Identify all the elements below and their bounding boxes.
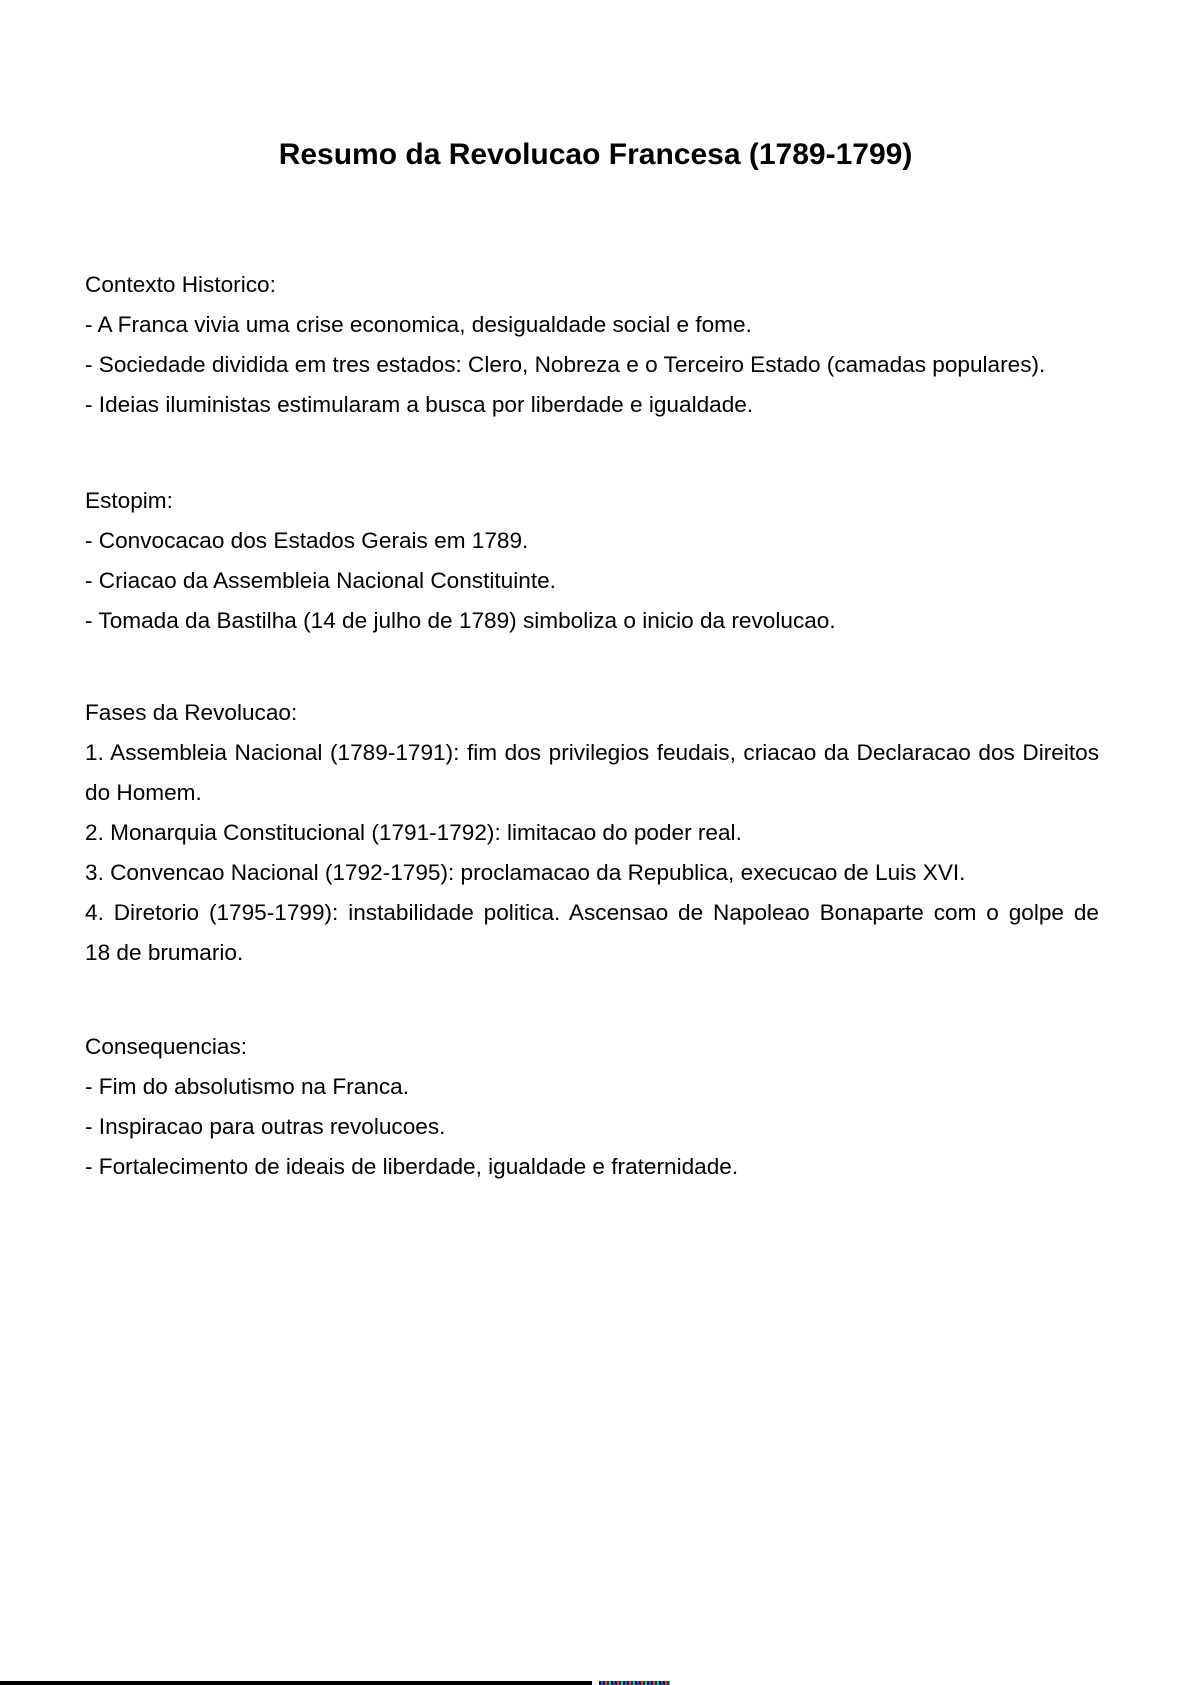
text-line: - Convocacao dos Estados Gerais em 1789. — [85, 528, 529, 553]
section-heading: Fases da Revolucao: — [85, 700, 298, 725]
document-title: Resumo da Revolucao Francesa (1789-1799) — [278, 138, 913, 171]
text-line: - Fortalecimento de ideais de liberdade, igualdade e fraternidade. — [85, 1154, 739, 1179]
section-contexto-historico — [85, 265, 1099, 425]
section-estopim — [85, 481, 1099, 641]
section-heading: Consequencias: — [85, 1034, 248, 1059]
text-line: - Inspiracao para outras revolucoes. — [85, 1114, 446, 1139]
text-line: - Tomada da Bastilha (14 de julho de 1789) simboliza o inicio da revolucao. — [85, 608, 836, 633]
section-fases-da-revolucao — [85, 693, 1099, 973]
section-heading: Contexto Historico: — [85, 272, 276, 297]
section-consequencias — [85, 1027, 1099, 1187]
bottom-bar — [0, 1681, 592, 1685]
text-line: do Homem. — [85, 780, 202, 805]
text-line: 4. Diretorio (1795-1799): instabilidade politica. Ascensao de Napoleao Bonaparte com o golpe de — [85, 900, 1099, 925]
document-body — [85, 265, 1099, 1187]
text-line: - A Franca vivia uma crise economica, desigualdade social e fome. — [85, 312, 752, 337]
text-line: - Sociedade dividida em tres estados: Clero, Nobreza e o Terceiro Estado (camadas populares). — [85, 352, 1046, 377]
bottom-color-artifact — [599, 1681, 670, 1685]
text-line: - Fim do absolutismo na Franca. — [85, 1074, 409, 1099]
text-line: - Criacao da Assembleia Nacional Constituinte. — [85, 568, 556, 593]
text-line: - Ideias iluministas estimularam a busca por liberdade e igualdade. — [85, 392, 754, 417]
text-line: 1. Assembleia Nacional (1789-1791): fim dos privilegios feudais, criacao da Declaracao dos Direitos — [85, 740, 1099, 765]
text-line: 2. Monarquia Constitucional (1791-1792): limitacao do poder real. — [85, 820, 742, 845]
text-line: 18 de brumario. — [85, 940, 244, 965]
text-line: 3. Convencao Nacional (1792-1795): proclamacao da Republica, execucao de Luis XVI. — [85, 860, 966, 885]
section-heading: Estopim: — [85, 488, 173, 513]
